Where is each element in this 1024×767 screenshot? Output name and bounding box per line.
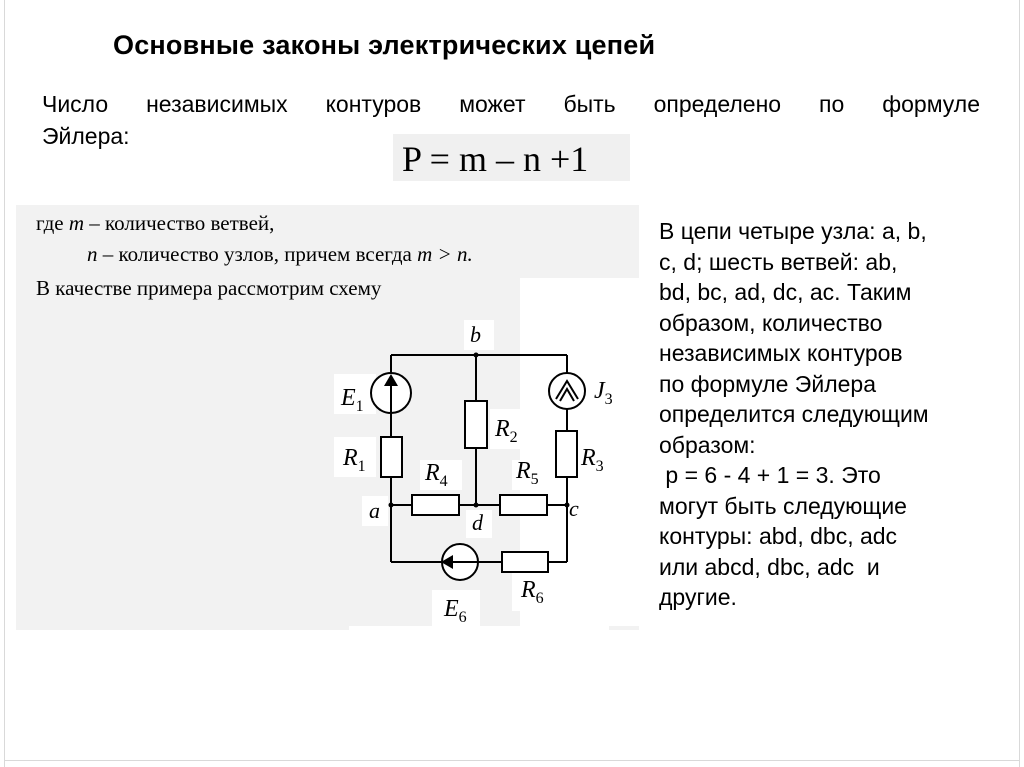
explanation-line: В цепи четыре узла: a, b, [659,218,927,244]
scan-word: где [36,211,64,235]
resistor-r6 [502,552,548,572]
explanation-text [659,216,1004,613]
label-e1: $E_1$ [341,385,364,415]
page-title: Основные законы электрических цепей [113,30,656,60]
resistor-r3 [556,431,577,477]
source-e6-icon [441,544,478,580]
explanation-line: независимых контуров [659,340,903,366]
label-r2: $R_2$ [495,416,518,446]
explanation-line: bd, bc, ad, dc, ac. Таким [659,279,912,305]
explanation-line: образом, количество [659,309,883,336]
label-e6: $E_6$ [444,596,467,626]
label-backgrounds [334,320,626,628]
resistor-r2 [465,401,487,448]
euler-formula: P = m – n +1 [402,139,589,179]
scan-text: – количество узлов, причем всегда [102,242,412,266]
node-label-d: d [472,510,483,535]
label-r5: $R_5$ [516,458,539,488]
scan-text-line3: В качестве примера рассмотрим схему [36,276,382,300]
intro-text-line2: Эйлера: [42,123,130,149]
node-label-a: a [369,498,380,523]
explanation-line: по формуле Эйлера [659,370,876,397]
node-label-c: c [569,496,579,521]
source-j3-icon [549,373,585,409]
resistor-r4 [412,495,459,515]
explanation-line: c, d; шесть ветвей: ab, [659,248,898,275]
scan-text: – количество ветвей, [89,211,275,235]
explanation-line: контуры: abd, dbc, adc [659,523,898,549]
intro-text-line1: Число независимых контуров может быть определено по формуле [42,91,980,117]
explanation-line: определится следующим [659,401,929,427]
label-r4: $R_4$ [425,460,448,490]
resistor-r5 [500,495,547,515]
explanation-line: образом: [659,431,756,458]
node-label-b: b [470,322,481,347]
label-r1: $R_1$ [343,445,366,475]
source-e1-icon [371,373,411,413]
label-r3: $R_3$ [581,445,604,475]
scan-var-m: m [68,211,84,235]
scan-var-n: n [87,242,98,266]
resistor-r1 [381,437,402,477]
label-j3: $J_3$ [594,378,613,408]
scan-inequality: m > n. [417,242,473,266]
label-r6: $R_6$ [521,577,544,607]
explanation-line: другие. [659,584,737,610]
explanation-line: или abcd, dbc, adc и [659,553,880,580]
explanation-line: p = 6 - 4 + 1 = 3. Это [659,462,881,488]
explanation-line: могут быть следующие [659,492,907,519]
